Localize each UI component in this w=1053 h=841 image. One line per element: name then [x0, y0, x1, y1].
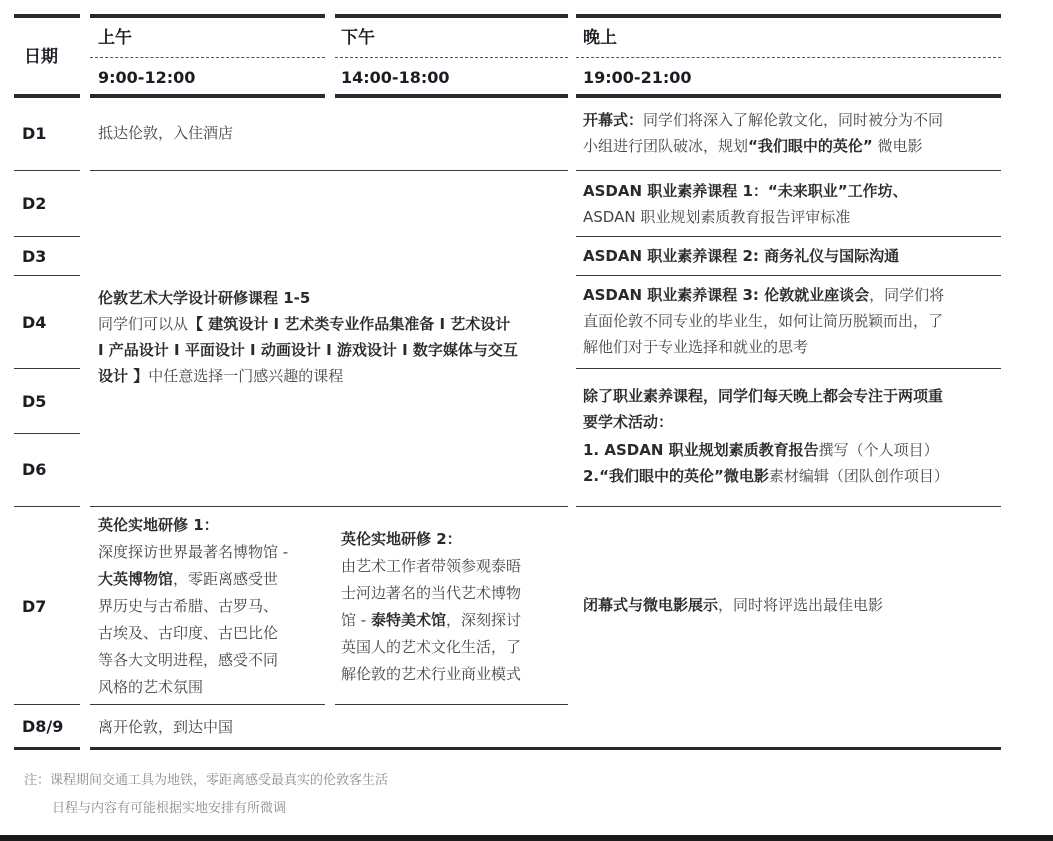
day-label: D2 — [22, 194, 47, 213]
day-label: D1 — [22, 124, 47, 143]
d89-morning-text: 离开伦敦，到达中国 — [98, 718, 234, 736]
day-label: D8/9 — [22, 717, 64, 736]
d7-afternoon-line — [341, 607, 521, 633]
opening-label: 开幕式： — [583, 111, 644, 129]
header-top-bar-evening — [576, 14, 1001, 18]
course-title: 伦敦艺术大学设计研修课程 1-5 — [98, 289, 311, 307]
header-bottom-bar-morning — [90, 94, 325, 98]
d56-line2: 要学术活动： — [583, 413, 674, 431]
row-line — [14, 170, 80, 171]
table-bottom-bar-main — [90, 747, 1001, 750]
d1-evening-line2 — [583, 133, 923, 159]
d1-evening-text: 小组进行团队破冰，规划 — [583, 137, 749, 155]
header-dash-morning — [90, 57, 325, 58]
header-top-bar-morning — [90, 14, 325, 18]
d56-line1: 除了职业素养课程，同学们每天晚上都会专注于两项重 — [583, 387, 944, 405]
d4-evening-line3: 解他们对于专业选择和就业的思考 — [583, 338, 809, 356]
course-options: 设计 】 — [98, 367, 149, 385]
morning-time: 9:00-12:00 — [98, 68, 196, 87]
course-line2 — [98, 311, 510, 337]
d7-morning-line: 古埃及、古印度、古巴比伦 — [98, 624, 279, 642]
header-top-bar-afternoon — [335, 14, 568, 18]
row-line — [576, 368, 1001, 369]
header-bottom-bar-date — [14, 94, 80, 98]
d7-morning-line: 深度探访世界最著名博物馆 - — [98, 543, 289, 561]
day-label: D5 — [22, 392, 47, 411]
morning-header: 上午 — [98, 28, 132, 48]
day-label: D3 — [22, 247, 47, 266]
row-line — [576, 236, 1001, 237]
note-line-2: 日程与内容有可能根据实地安排有所微调 — [52, 801, 287, 816]
row-line — [576, 506, 1001, 507]
d7-afternoon-line: 由艺术工作者带领参观泰晤 — [341, 557, 522, 575]
header-top-bar-date — [14, 14, 80, 18]
d7-evening-rest: ，同时将评选出最佳电影 — [718, 596, 884, 614]
page-bottom-edge — [0, 835, 1053, 841]
d56-item-title: 1. ASDAN 职业规划素质教育报告 — [583, 441, 819, 459]
d7-morning-line: 风格的艺术氛围 — [98, 678, 204, 696]
afternoon-header: 下午 — [341, 28, 375, 48]
d7-afternoon-line: 英国人的艺术文化生活，了 — [341, 638, 522, 656]
d7-morning-line: 等各大文明进程，感受不同 — [98, 651, 279, 669]
d56-line4 — [583, 463, 949, 489]
d7-evening-text — [583, 592, 883, 618]
d7-afternoon-text: ，深刻探讨 — [445, 611, 521, 629]
row-line — [90, 506, 568, 507]
row-line — [14, 433, 80, 434]
course-text: 同学们可以从 — [98, 315, 189, 333]
film-title: “我们眼中的英伦” — [748, 137, 873, 155]
d4-evening-text: ，同学们将 — [869, 286, 945, 304]
row-line — [14, 236, 80, 237]
course-line4 — [98, 363, 343, 389]
header-bottom-bar-evening — [576, 94, 1001, 98]
tate-modern: 泰特美术馆 — [370, 611, 446, 629]
note-line-1: 注：课程期间交通工具为地铁，零距离感受最真实的伦敦客生活 — [24, 773, 389, 788]
d2-evening-line1: ASDAN 职业素养课程 1：“未来职业”工作坊、 — [583, 182, 908, 200]
row-line — [90, 704, 325, 705]
date-header: 日期 — [24, 47, 58, 67]
d56-item-text: 素材编辑（团队创作项目） — [768, 467, 949, 485]
d7-afternoon-line: 解伦敦的艺术行业商业模式 — [341, 665, 522, 683]
d1-evening-line1 — [583, 107, 943, 133]
d1-morning-text: 抵达伦敦，入住酒店 — [98, 124, 234, 142]
course-line3: I 产品设计 I 平面设计 I 动画设计 I 游戏设计 I 数字媒体与交互 — [98, 341, 518, 359]
row-line — [576, 275, 1001, 276]
d7-morning-line: 界历史与古希腊、古罗马、 — [98, 597, 279, 615]
day-label: D7 — [22, 597, 47, 616]
row-line — [14, 368, 80, 369]
british-museum: 大英博物馆 — [98, 570, 174, 588]
row-line — [14, 704, 80, 705]
header-bottom-bar-afternoon — [335, 94, 568, 98]
row-line — [14, 506, 80, 507]
d3-evening-text: ASDAN 职业素养课程 2: 商务礼仪与国际沟通 — [583, 247, 900, 265]
d4-evening-line1 — [583, 282, 944, 308]
day-label: D4 — [22, 313, 47, 332]
row-line — [14, 275, 80, 276]
d7-afternoon-text: 馆 - — [341, 611, 371, 629]
table-bottom-bar-date — [14, 747, 80, 750]
closing-ceremony: 闭幕式与微电影展示 — [583, 596, 719, 614]
row-line — [335, 704, 568, 705]
d4-evening-line2: 直面伦敦不同专业的毕业生，如何让简历脱颖而出，了 — [583, 312, 944, 330]
d7-afternoon-line: 士河边著名的当代艺术博物 — [341, 584, 522, 602]
row-line — [90, 170, 568, 171]
course-options: 【 建筑设计 I 艺术类专业作品集准备 I 艺术设计 — [188, 315, 511, 333]
d7-afternoon-title: 英伦实地研修 2： — [341, 530, 462, 548]
day-label: D6 — [22, 460, 47, 479]
d56-line3 — [583, 437, 939, 463]
d4-evening-title: ASDAN 职业素养课程 3: 伦敦就业座谈会 — [583, 286, 870, 304]
course-text: 中任意选择一门感兴趣的课程 — [148, 367, 344, 385]
d1-evening-text: 同学们将深入了解伦敦文化，同时被分为不同 — [643, 111, 944, 129]
row-line — [576, 170, 1001, 171]
d56-item-title: 2.“我们眼中的英伦”微电影 — [583, 467, 769, 485]
d7-morning-title: 英伦实地研修 1： — [98, 516, 219, 534]
d56-item-text: 撰写（个人项目） — [818, 441, 939, 459]
evening-time: 19:00-21:00 — [583, 68, 692, 87]
evening-header: 晚上 — [583, 28, 617, 48]
d2-evening-line2: ASDAN 职业规划素质教育报告评审标准 — [583, 208, 851, 226]
header-dash-afternoon — [335, 57, 568, 58]
d7-morning-text: ，零距离感受世 — [173, 570, 279, 588]
d1-evening-text: 微电影 — [872, 137, 923, 155]
afternoon-time: 14:00-18:00 — [341, 68, 450, 87]
d7-morning-line — [98, 566, 278, 592]
header-dash-evening — [576, 57, 1001, 58]
